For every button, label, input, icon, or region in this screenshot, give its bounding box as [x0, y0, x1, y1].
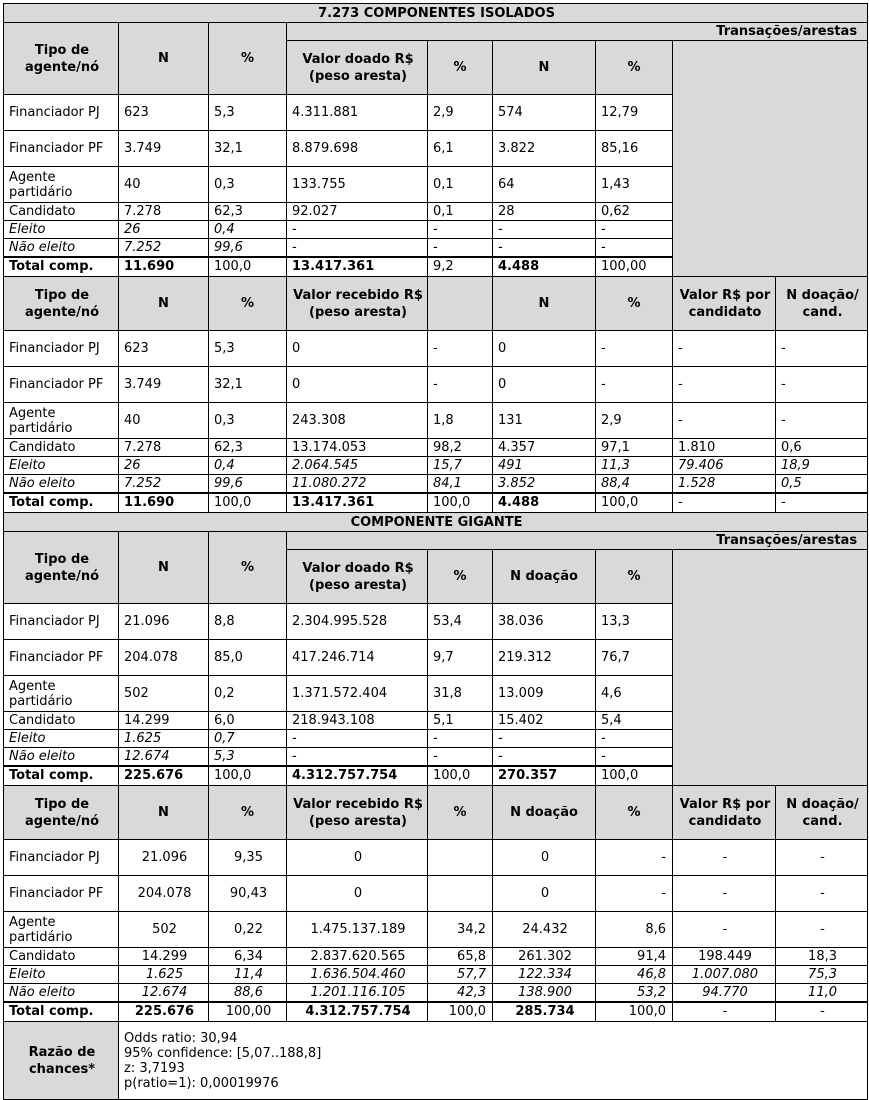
value-cell: 122.334 [493, 966, 596, 984]
value-cell: 133.755 [287, 167, 428, 203]
value-cell: 138.900 [493, 984, 596, 1002]
value-cell: 40 [119, 167, 209, 203]
value-cell: 100,0 [209, 257, 287, 277]
value-cell: 13.174.053 [287, 439, 428, 457]
value-cell: 4.357 [493, 439, 596, 457]
col-n: N [493, 277, 596, 331]
value-cell: 1.475.137.189 [287, 912, 428, 948]
value-cell: 225.676 [119, 766, 209, 786]
value-cell: 131 [493, 403, 596, 439]
col-n: N [119, 532, 209, 604]
value-cell: 6,1 [428, 131, 493, 167]
value-cell: 9,35 [209, 840, 287, 876]
value-cell: 623 [119, 331, 209, 367]
value-cell: 502 [119, 676, 209, 712]
value-cell: 76,7 [596, 640, 673, 676]
value-cell: 100,00 [596, 257, 673, 277]
value-cell: - [596, 840, 673, 876]
value-cell: - [596, 748, 673, 766]
value-cell: - [428, 730, 493, 748]
value-cell: 0,5 [776, 475, 868, 493]
value-cell: 11,3 [596, 457, 673, 475]
giant-title-row [4, 513, 868, 532]
value-cell: 4.312.757.754 [287, 1002, 428, 1022]
value-cell: 14.299 [119, 712, 209, 730]
value-cell: 15.402 [493, 712, 596, 730]
value-cell: 5,3 [209, 748, 287, 766]
value-cell: 21.096 [119, 604, 209, 640]
value-cell: 8.879.698 [287, 131, 428, 167]
value-cell: 18,3 [776, 948, 868, 966]
odds-line: Odds ratio: 30,94 [124, 1030, 238, 1046]
agent-type: Candidato [4, 712, 119, 730]
value-cell: - [776, 912, 868, 948]
col-pct: % [596, 41, 673, 95]
value-cell: 46,8 [596, 966, 673, 984]
value-cell: - [428, 221, 493, 239]
agent-type: Não eleito [4, 748, 119, 766]
value-cell: - [596, 331, 673, 367]
value-cell: - [776, 1002, 868, 1022]
value-cell: - [776, 331, 868, 367]
col-tipo: Tipo de agente/nó [4, 786, 119, 840]
value-cell: 0,6 [776, 439, 868, 457]
value-cell: - [428, 239, 493, 257]
agent-type: Não eleito [4, 475, 119, 493]
value-cell: 225.676 [119, 1002, 209, 1022]
value-cell: 0 [493, 331, 596, 367]
table-row [4, 840, 868, 876]
table-row [4, 367, 868, 403]
value-cell: 85,0 [209, 640, 287, 676]
value-cell: 0,1 [428, 167, 493, 203]
value-cell: - [673, 1002, 776, 1022]
value-cell: 502 [119, 912, 209, 948]
agent-type: Não eleito [4, 239, 119, 257]
agent-type: Financiador PF [4, 131, 119, 167]
agent-type: Financiador PJ [4, 840, 119, 876]
agent-type: Agente partidário [4, 912, 119, 948]
value-cell: 0 [493, 876, 596, 912]
value-cell: 219.312 [493, 640, 596, 676]
blank-area [673, 550, 868, 786]
value-cell: 90,43 [209, 876, 287, 912]
value-cell: 0,7 [209, 730, 287, 748]
value-cell [428, 840, 493, 876]
value-cell: 4.488 [493, 257, 596, 277]
value-cell: - [776, 840, 868, 876]
value-cell: 97,1 [596, 439, 673, 457]
value-cell: 2,9 [428, 95, 493, 131]
agent-type: Financiador PJ [4, 331, 119, 367]
table-row [4, 403, 868, 439]
agent-type: Candidato [4, 948, 119, 966]
value-cell: - [776, 493, 868, 513]
col-n: N [119, 23, 209, 95]
col-pct: % [428, 41, 493, 95]
table-row [4, 331, 868, 367]
value-cell: 98,2 [428, 439, 493, 457]
value-cell: 64 [493, 167, 596, 203]
value-cell: 94.770 [673, 984, 776, 1002]
value-cell: 218.943.108 [287, 712, 428, 730]
blank-area [673, 41, 868, 277]
value-cell: 491 [493, 457, 596, 475]
value-cell: 57,7 [428, 966, 493, 984]
value-cell: 100,0 [428, 493, 493, 513]
value-cell: 1.528 [673, 475, 776, 493]
value-cell: 4.488 [493, 493, 596, 513]
table-row [4, 439, 868, 457]
value-cell: 0,62 [596, 203, 673, 221]
col-pct: % [428, 786, 493, 840]
value-cell: 3.822 [493, 131, 596, 167]
value-cell: 3.852 [493, 475, 596, 493]
value-cell: 53,4 [428, 604, 493, 640]
value-cell [428, 876, 493, 912]
value-cell: - [493, 221, 596, 239]
value-cell: 7.252 [119, 239, 209, 257]
value-cell: 84,1 [428, 475, 493, 493]
agent-type: Total comp. [4, 257, 119, 277]
agent-type: Total comp. [4, 493, 119, 513]
value-cell: 9,7 [428, 640, 493, 676]
value-cell: 65,8 [428, 948, 493, 966]
value-cell: 2,9 [596, 403, 673, 439]
value-cell: 32,1 [209, 131, 287, 167]
value-cell: - [596, 239, 673, 257]
agent-type: Financiador PF [4, 640, 119, 676]
value-cell: 0,3 [209, 403, 287, 439]
value-cell: - [673, 331, 776, 367]
value-cell: 1.636.504.460 [287, 966, 428, 984]
agent-type: Financiador PF [4, 876, 119, 912]
odds-line: 95% confidence: [5,07..188,8] [124, 1045, 322, 1061]
agent-type: Eleito [4, 966, 119, 984]
table-row [4, 984, 868, 1002]
value-cell: - [428, 367, 493, 403]
value-cell: 12.674 [119, 748, 209, 766]
value-cell: 1.007.080 [673, 966, 776, 984]
value-cell: - [776, 367, 868, 403]
value-cell: 5,1 [428, 712, 493, 730]
value-cell: 1,43 [596, 167, 673, 203]
value-cell: 2.837.620.565 [287, 948, 428, 966]
value-cell: - [776, 403, 868, 439]
value-cell: 38.036 [493, 604, 596, 640]
col-blank [428, 277, 493, 331]
value-cell: 24.432 [493, 912, 596, 948]
value-cell: 92.027 [287, 203, 428, 221]
giant-title: COMPONENTE GIGANTE [4, 513, 868, 532]
value-cell: 100,0 [596, 493, 673, 513]
value-cell: - [673, 876, 776, 912]
table-row [4, 475, 868, 493]
col-n-doacao: N doação [493, 786, 596, 840]
value-cell: - [673, 912, 776, 948]
agent-type: Eleito [4, 730, 119, 748]
donations-table [3, 3, 868, 1100]
value-cell: 0,1 [428, 203, 493, 221]
value-cell: 100,0 [596, 1002, 673, 1022]
agent-type: Candidato [4, 439, 119, 457]
agent-type: Financiador PF [4, 367, 119, 403]
odds-line: p(ratio=1): 0,00019976 [124, 1075, 279, 1091]
value-cell: 8,8 [209, 604, 287, 640]
value-cell: 0 [493, 367, 596, 403]
value-cell: 28 [493, 203, 596, 221]
value-cell: 2.304.995.528 [287, 604, 428, 640]
table-row [4, 912, 868, 948]
col-n-doacao-cand: N doação/ cand. [776, 786, 868, 840]
value-cell: 62,3 [209, 439, 287, 457]
total-row [4, 493, 868, 513]
value-cell: 99,6 [209, 239, 287, 257]
value-cell: 11,0 [776, 984, 868, 1002]
value-cell: 0 [287, 840, 428, 876]
isolated-title: 7.273 COMPONENTES ISOLADOS [4, 4, 868, 23]
odds-line: z: 3,7193 [124, 1060, 185, 1076]
value-cell: 62,3 [209, 203, 287, 221]
col-pct: % [428, 550, 493, 604]
value-cell: 1.201.116.105 [287, 984, 428, 1002]
value-cell: 88,6 [209, 984, 287, 1002]
value-cell: - [287, 730, 428, 748]
col-pct: % [596, 277, 673, 331]
value-cell: - [287, 239, 428, 257]
value-cell: - [428, 331, 493, 367]
agent-type: Eleito [4, 221, 119, 239]
value-cell: 13.417.361 [287, 257, 428, 277]
col-pct: % [209, 532, 287, 604]
value-cell: 1.371.572.404 [287, 676, 428, 712]
value-cell: 11,4 [209, 966, 287, 984]
value-cell: 13.009 [493, 676, 596, 712]
value-cell: - [287, 221, 428, 239]
value-cell: 26 [119, 457, 209, 475]
value-cell: 1.810 [673, 439, 776, 457]
value-cell: - [493, 239, 596, 257]
value-cell: 100,0 [596, 766, 673, 786]
col-tipo: Tipo de agente/nó [4, 23, 119, 95]
col-pct: % [209, 277, 287, 331]
value-cell: - [596, 221, 673, 239]
value-cell: 623 [119, 95, 209, 131]
value-cell: 3.749 [119, 367, 209, 403]
value-cell: 0 [287, 331, 428, 367]
col-n: N [119, 277, 209, 331]
value-cell: 11.690 [119, 257, 209, 277]
value-cell: 417.246.714 [287, 640, 428, 676]
value-cell: 0 [287, 367, 428, 403]
value-cell: 6,0 [209, 712, 287, 730]
value-cell: 18,9 [776, 457, 868, 475]
col-transacoes: Transações/arestas [287, 532, 868, 550]
value-cell: 13.417.361 [287, 493, 428, 513]
col-n-doacao: N [493, 41, 596, 95]
value-cell: 11.080.272 [287, 475, 428, 493]
value-cell: 5,3 [209, 331, 287, 367]
odds-label: Razão de chances* [4, 1022, 119, 1100]
col-pct: % [596, 550, 673, 604]
value-cell: 5,3 [209, 95, 287, 131]
value-cell: 12.674 [119, 984, 209, 1002]
value-cell: 7.252 [119, 475, 209, 493]
value-cell: 4,6 [596, 676, 673, 712]
value-cell: 270.357 [493, 766, 596, 786]
agent-type: Agente partidário [4, 676, 119, 712]
value-cell: - [596, 367, 673, 403]
col-n-doacao-cand: N doação/ cand. [776, 277, 868, 331]
value-cell: 6,34 [209, 948, 287, 966]
value-cell: 32,1 [209, 367, 287, 403]
value-cell: 100,0 [209, 493, 287, 513]
value-cell: 0,2 [209, 676, 287, 712]
table-row [4, 948, 868, 966]
value-cell: 26 [119, 221, 209, 239]
agent-type: Total comp. [4, 1002, 119, 1022]
value-cell: 4.311.881 [287, 95, 428, 131]
col-n-doacao: N doação [493, 550, 596, 604]
giant-header-row [4, 532, 868, 550]
value-cell: 0,22 [209, 912, 287, 948]
value-cell: - [673, 403, 776, 439]
value-cell: 261.302 [493, 948, 596, 966]
value-cell: - [673, 367, 776, 403]
value-cell: 88,4 [596, 475, 673, 493]
value-cell: 0 [287, 876, 428, 912]
value-cell: 9,2 [428, 257, 493, 277]
agent-type: Agente partidário [4, 167, 119, 203]
odds-row [4, 1022, 868, 1100]
table-row [4, 876, 868, 912]
agent-type: Total comp. [4, 766, 119, 786]
value-cell: 40 [119, 403, 209, 439]
value-cell: 243.308 [287, 403, 428, 439]
col-valor-doado: Valor doado R$ (peso aresta) [287, 550, 428, 604]
value-cell: 4.312.757.754 [287, 766, 428, 786]
value-cell: 12,79 [596, 95, 673, 131]
value-cell: 8,6 [596, 912, 673, 948]
value-cell: - [493, 730, 596, 748]
col-valor-recebido: Valor recebido R$ (peso aresta) [287, 277, 428, 331]
col-tipo: Tipo de agente/nó [4, 532, 119, 604]
value-cell: 14.299 [119, 948, 209, 966]
value-cell: 204.078 [119, 640, 209, 676]
value-cell: 31,8 [428, 676, 493, 712]
table-row [4, 457, 868, 475]
value-cell: 7.278 [119, 203, 209, 221]
giant-received-header-row [4, 786, 868, 840]
value-cell: 15,7 [428, 457, 493, 475]
value-cell: - [673, 840, 776, 876]
col-pct: % [596, 786, 673, 840]
col-valor-por-candidato: Valor R$ por candidato [673, 277, 776, 331]
value-cell: - [776, 876, 868, 912]
value-cell: 100,00 [209, 1002, 287, 1022]
value-cell: 0 [493, 840, 596, 876]
col-tipo: Tipo de agente/nó [4, 277, 119, 331]
table-row [4, 966, 868, 984]
isolated-received-header-row [4, 277, 868, 331]
agent-type: Financiador PJ [4, 604, 119, 640]
value-cell: 99,6 [209, 475, 287, 493]
col-pct: % [209, 786, 287, 840]
isolated-title-row [4, 4, 868, 23]
value-cell: 1.625 [119, 730, 209, 748]
col-n: N [119, 786, 209, 840]
value-cell: 79.406 [673, 457, 776, 475]
agent-type: Financiador PJ [4, 95, 119, 131]
value-cell: 1,8 [428, 403, 493, 439]
value-cell: 53,2 [596, 984, 673, 1002]
agent-type: Candidato [4, 203, 119, 221]
col-transacoes: Transações/arestas [287, 23, 868, 41]
value-cell: - [493, 748, 596, 766]
value-cell: 0,4 [209, 457, 287, 475]
value-cell: 100,0 [209, 766, 287, 786]
value-cell: - [596, 876, 673, 912]
value-cell: 7.278 [119, 439, 209, 457]
value-cell: 3.749 [119, 131, 209, 167]
total-row [4, 1002, 868, 1022]
value-cell: 198.449 [673, 948, 776, 966]
value-cell: 204.078 [119, 876, 209, 912]
odds-values [119, 1022, 868, 1100]
value-cell: 0,3 [209, 167, 287, 203]
col-valor-recebido: Valor recebido R$ (peso aresta) [287, 786, 428, 840]
value-cell: 75,3 [776, 966, 868, 984]
agent-type: Não eleito [4, 984, 119, 1002]
value-cell: 285.734 [493, 1002, 596, 1022]
agent-type: Agente partidário [4, 403, 119, 439]
value-cell: 574 [493, 95, 596, 131]
value-cell: 0,4 [209, 221, 287, 239]
value-cell: - [287, 748, 428, 766]
value-cell: - [596, 730, 673, 748]
value-cell: - [428, 748, 493, 766]
value-cell: 85,16 [596, 131, 673, 167]
isolated-header-row [4, 23, 868, 41]
value-cell: 13,3 [596, 604, 673, 640]
col-pct: % [209, 23, 287, 95]
value-cell: 2.064.545 [287, 457, 428, 475]
value-cell: 1.625 [119, 966, 209, 984]
value-cell: - [673, 493, 776, 513]
value-cell: 21.096 [119, 840, 209, 876]
value-cell: 42,3 [428, 984, 493, 1002]
value-cell: 11.690 [119, 493, 209, 513]
col-valor-doado: Valor doado R$ (peso aresta) [287, 41, 428, 95]
value-cell: 5,4 [596, 712, 673, 730]
value-cell: 91,4 [596, 948, 673, 966]
value-cell: 100,0 [428, 766, 493, 786]
value-cell: 34,2 [428, 912, 493, 948]
agent-type: Eleito [4, 457, 119, 475]
col-valor-por-candidato: Valor R$ por candidato [673, 786, 776, 840]
value-cell: 100,0 [428, 1002, 493, 1022]
